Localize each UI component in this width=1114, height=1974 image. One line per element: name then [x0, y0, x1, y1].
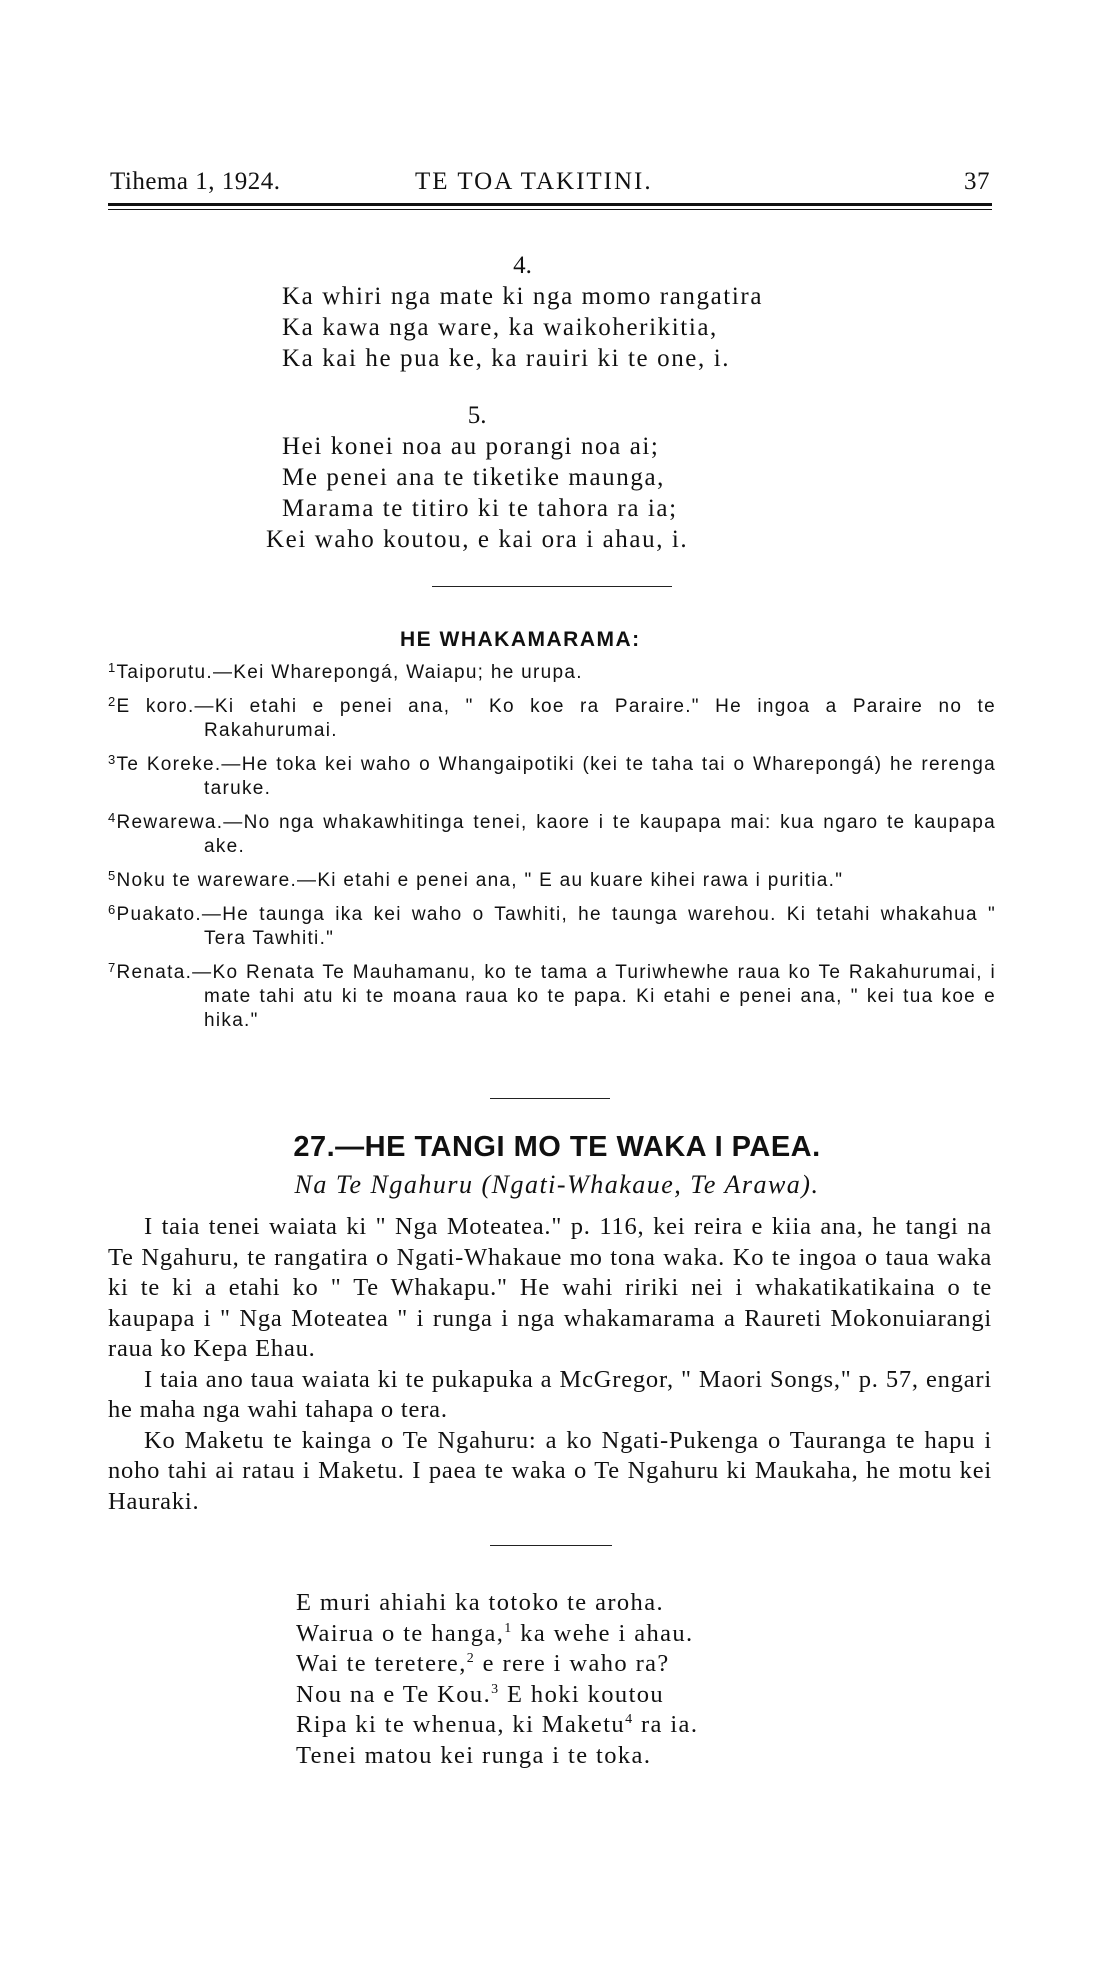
note-text: Rewarewa.—No nga whakawhitinga tenei, kaore i te kaupapa mai: kua ngaro te kaupapa ake. [116, 812, 996, 857]
body-paragraph: Ko Maketu te kainga o Te Ngahuru: a ko Ngati-Pukenga o Tauranga te hapu i noho tahi ai ratau i Maketu. I paea te waka o Te Ngahuru ki Maukaha, he motu kei Hauraki. [108, 1426, 992, 1515]
song-line [296, 1710, 698, 1741]
verse-line: Marama te titiro ki te tahora ra ia; [282, 495, 678, 522]
section-subtitle: Na Te Ngahuru (Ngati-Whakaue, Te Arawa). [294, 1170, 820, 1199]
song-line-text: E hoki koutou [499, 1680, 665, 1708]
footnote-marker: 4 [625, 1712, 634, 1727]
note-item [108, 695, 996, 743]
separator-rule [490, 1098, 610, 1099]
song-line [296, 1588, 698, 1619]
note-text: E koro.—Ki etahi e penei ana, " Ko koe ra Paraire." He ingoa a Paraire no te Rakahurumai. [116, 696, 996, 741]
song-line-text: Tenei matou kei runga i te toka. [296, 1741, 652, 1769]
verse-line: Kei waho koutou, e kai ora i ahau, i. [266, 526, 689, 553]
footnote-marker: 2 [466, 1651, 476, 1666]
note-number: 1 [108, 660, 117, 675]
song-line-text: ra ia. [633, 1711, 699, 1738]
note-item [108, 661, 996, 685]
note-number: 6 [108, 902, 117, 917]
note-number: 7 [108, 960, 117, 975]
note-text: Te Koreke.—He toka kei waho o Whangaipotiki (kei te taha tai o Wharepongá) he rerenga taruke. [116, 754, 996, 799]
note-text: Puakato.—He taunga ika kei waho o Tawhiti, he taunga warehou. Ki tetahi whakahua " Tera Tawhiti." [116, 904, 996, 949]
song-line [296, 1741, 698, 1772]
note-item [108, 753, 996, 801]
note-number: 3 [108, 752, 117, 767]
note-item [108, 811, 996, 859]
note-number: 5 [108, 868, 117, 883]
verse-4 [282, 250, 763, 374]
song-line-text: Wairua o te hanga, [296, 1619, 505, 1647]
notes-heading: HE WHAKAMARAMA: [400, 628, 641, 651]
notes-list [108, 661, 996, 1043]
note-text: Taiporutu.—Kei Wharepongá, Waiapu; he urupa. [116, 662, 583, 683]
verse-line: Me penei ana te tiketike maunga, [282, 464, 666, 491]
song-line-text: Nou na e Te Kou. [296, 1680, 492, 1708]
note-item [108, 869, 996, 893]
song-line-text: Wai te teretere, [296, 1650, 467, 1677]
note-number: 4 [108, 810, 117, 825]
song-line [296, 1619, 698, 1650]
song-line [296, 1649, 698, 1680]
body-paragraph: I taia tenei waiata ki " Nga Moteatea." p. 116, kei reira e kiia ana, he tangi na Te Ngahuru, te rangatira o Ngati-Whakaue mo tona waka. Ko te ingoa o taua waka ki te ki a etahi ko " Te Whakapu." He wahi ririki nei i whakatikatikaina o te kaupapa i " Nga Moteatea " i runga i nga whakamarama a Raureti Mokonuiarangi raua ko Kepa Ehau. [108, 1213, 992, 1362]
note-text: Noku te wareware.—Ki etahi e penei ana, " E au kuare kihei rawa i puritia." [116, 870, 844, 891]
note-item [108, 903, 996, 951]
note-number: 2 [108, 694, 117, 709]
footnote-marker: 1 [504, 1620, 513, 1636]
separator-rule [432, 586, 672, 587]
note-text: Renata.—Ko Renata Te Mauhamanu, ko te tama a Turiwhewhe raua ko Te Rakahurumai, i mate tahi atu ki te moana raua ko te papa. Ki etahi e penei ana, " kei tua koe e hika." [116, 962, 996, 1031]
body-paragraph: I taia ano taua waiata ki te pukapuka a McGregor, " Maori Songs," p. 57, engari he maha nga wahi tahapa o tera. [108, 1365, 992, 1423]
verse-line: Ka kai he pua ke, ka rauiri ki te one, i. [282, 345, 731, 372]
running-header [110, 168, 990, 202]
note-item [108, 961, 996, 1033]
header-rule [108, 203, 992, 210]
page-number: 37 [964, 168, 990, 195]
journal-title: TE TOA TAKITINI. [415, 168, 653, 195]
verse-line: Ka kawa nga ware, ka waikoherikitia, [282, 314, 718, 341]
song-line-text: ka wehe i ahau. [512, 1619, 694, 1647]
footnote-marker: 3 [491, 1681, 500, 1697]
song-verse [296, 1588, 698, 1771]
song-line-text: e rere i waho ra? [475, 1650, 670, 1677]
verse-line: Ka whiri nga mate ki nga momo rangatira [282, 283, 764, 310]
song-line [296, 1680, 698, 1711]
verse-5 [266, 400, 688, 555]
separator-rule [490, 1545, 612, 1546]
section-title: 27.—HE TANGI MO TE WAKA I PAEA. [293, 1131, 821, 1163]
song-line-text: Ripa ki te whenua, ki Maketu [296, 1711, 626, 1738]
section-body [108, 1212, 992, 1517]
verse-line: Hei konei noa au porangi noa ai; [282, 433, 660, 460]
song-line-text: E muri ahiahi ka totoko te aroha. [296, 1589, 665, 1616]
header-date: Tihema 1, 1924. [110, 168, 281, 195]
verse-number: 4. [513, 252, 532, 279]
verse-number: 5. [467, 402, 487, 429]
